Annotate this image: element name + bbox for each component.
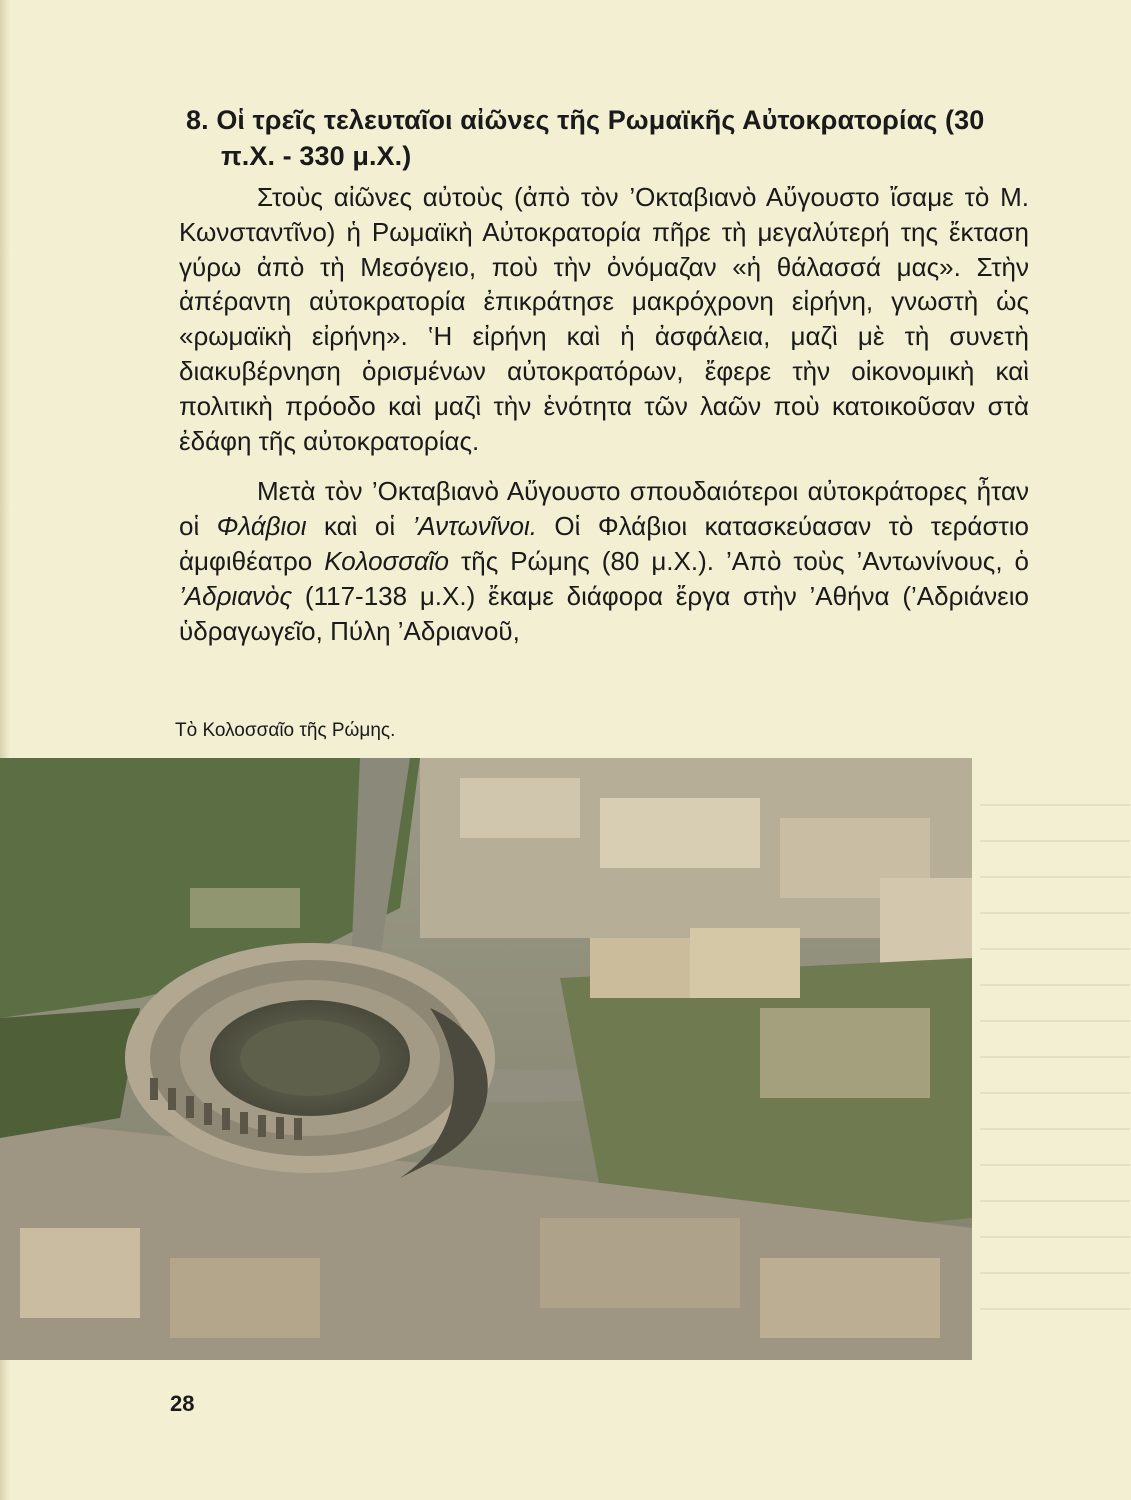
paragraph-2-part-3: Οἱ Φλάβιοι κατασκεύασαν τὸ τεράστιο ἀμφιθέατρο — [179, 511, 1029, 576]
section-heading — [186, 102, 1046, 174]
paragraph-2-part-2: καὶ οἱ — [306, 511, 413, 542]
heading-line-2: π.Χ. - 330 μ.Χ.) — [221, 141, 412, 171]
page-number: 28 — [170, 1391, 195, 1416]
term-hadrian: ’Αδριανὸς — [179, 580, 293, 611]
paragraph-2-part-5: (117-138 μ.Χ.) ἔκαμε διάφορα ἔργα στὴν ’Αθήνα (’Αδριάνειο ὑδραγωγεῖο, Πύλη ’Αδριανοῦ, — [179, 580, 1029, 646]
colosseum-aerial-photo — [0, 758, 972, 1360]
term-colosseum: Κολοσσαῖο — [324, 545, 450, 576]
heading-line-1: 8. Οἱ τρεῖς τελευταῖοι αἰῶνες τῆς Ρωμαϊκῆς Αὐτοκρατορίας (30 — [186, 105, 985, 135]
figure-caption: Τὸ Κολοσσαῖο τῆς Ρώμης. — [175, 720, 396, 741]
paragraph-2 — [179, 474, 1029, 648]
term-flavians: Φλάβιοι — [216, 511, 307, 542]
paragraph-2-part-1: Μετὰ τὸν ’Οκταβιανὸ Αὔγουστο σπουδαιότεροι αὐτοκράτορες ἦταν οἱ — [179, 476, 1029, 542]
term-antonines: ’Αντωνῖνοι. — [412, 511, 538, 542]
body-text — [179, 180, 1029, 648]
paragraph-2-part-4: τῆς Ρώμης (80 μ.Χ.). ’Απὸ τοὺς ’Αντωνίνους, ὁ — [449, 545, 1029, 576]
bleed-through-text — [980, 770, 1130, 1290]
paragraph-1: Στοὺς αἰῶνες αὐτοὺς (ἀπὸ τὸν ’Οκταβιανὸ Αὔγουστο ἴσαμε τὸ Μ. Κωνσταντῖνο) ἡ Ρωμαϊκὴ Αὐτοκρατορία πῆρε τὴ μεγαλύτερή της ἔκταση γύρω ἀπὸ τὴ Μεσόγειο, ποὺ τὴν ὀνόμαζαν «ἡ θάλασσά μας». Στὴν ἀπέραντη αὐτοκρατορία ἐπικράτησε μακρόχρονη εἰρήνη, γνωστὴ ὡς «ρωμαϊκὴ εἰρήνη». ‛Η εἰρήνη καὶ ἡ ἀσφάλεια, μαζὶ μὲ τὴ συνετὴ διακυβέρνηση ὁρισμένων αὐτοκρατόρων, ἔφερε τὴν οἰκονομικὴ καὶ πολιτικὴ πρόοδο καὶ μαζὶ τὴν ἑνότητα τῶν λαῶν ποὺ κατοικοῦσαν στὰ ἐδάφη τῆς αὐτοκρατορίας. — [179, 182, 1029, 456]
